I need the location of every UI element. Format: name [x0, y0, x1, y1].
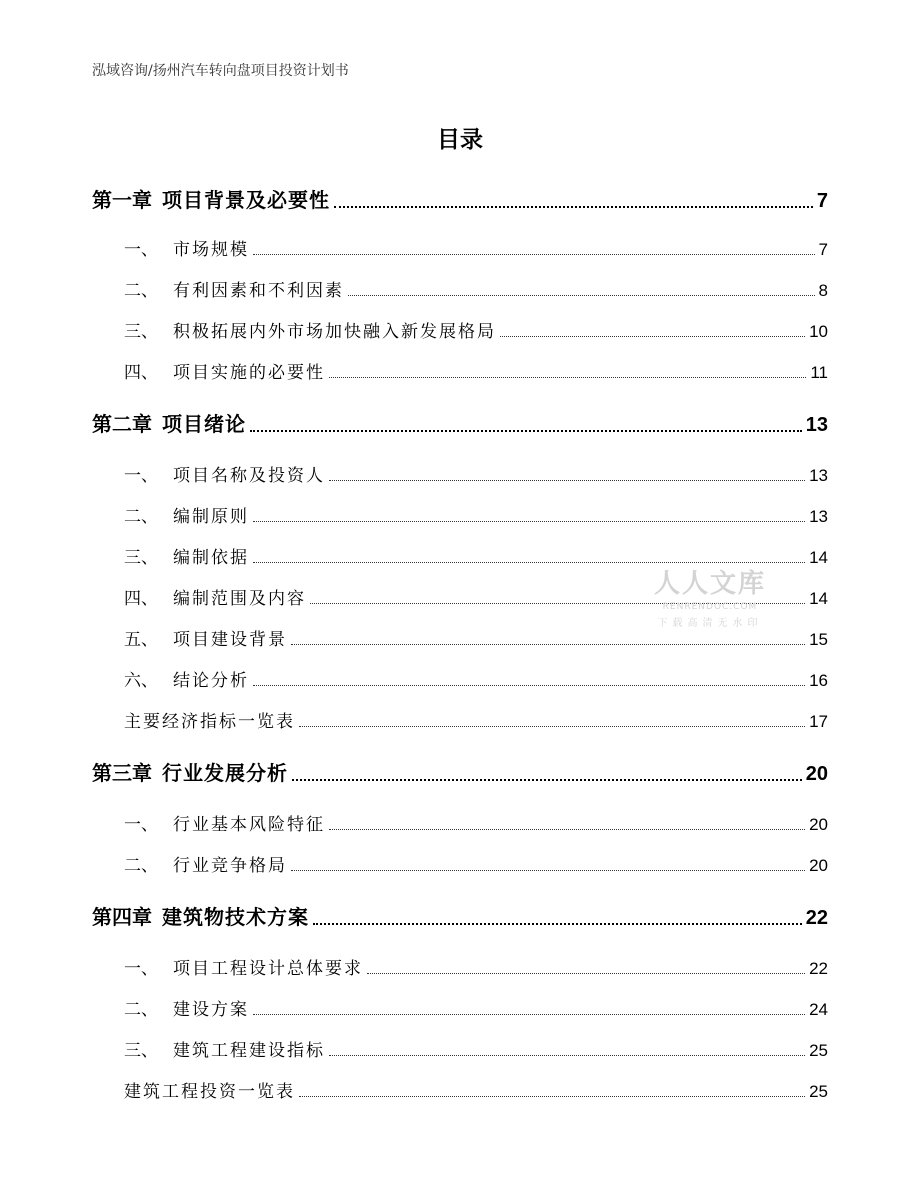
toc-page-number: 22	[805, 907, 828, 929]
toc-dot-leader	[299, 1096, 805, 1097]
toc-page-number: 10	[809, 322, 828, 341]
toc-entry-label: 一、	[124, 815, 158, 835]
toc-dot-leader	[253, 254, 815, 255]
toc-section-entry[interactable]	[124, 502, 828, 527]
toc-dot-leader	[329, 1055, 805, 1056]
toc-page-number: 14	[809, 589, 828, 608]
toc-section-entry[interactable]	[124, 317, 828, 342]
toc-dot-leader	[250, 430, 802, 432]
toc-section-entry[interactable]	[124, 666, 828, 691]
toc-section-entry[interactable]	[124, 461, 828, 486]
toc-page-number: 17	[809, 712, 828, 731]
toc-entry-title: 项目绪论	[162, 412, 246, 436]
toc-entry-title: 行业竞争格局	[173, 856, 287, 876]
toc-dot-leader	[299, 726, 805, 727]
toc-dot-leader	[253, 1014, 805, 1015]
toc-section-entry[interactable]	[124, 995, 828, 1020]
toc-section-entry[interactable]	[124, 954, 828, 979]
toc-entry-title: 项目工程设计总体要求	[173, 959, 363, 979]
toc-page-number: 20	[809, 815, 828, 834]
toc-page-number: 20	[809, 856, 828, 875]
toc-entry-label: 第一章	[92, 188, 152, 212]
toc-entry-title: 项目实施的必要性	[173, 363, 325, 383]
toc-section-entry[interactable]	[124, 358, 828, 383]
toc-page-number: 8	[818, 281, 828, 300]
toc-entry-title: 行业发展分析	[162, 761, 288, 785]
toc-dot-leader	[291, 644, 805, 645]
toc-dot-leader	[367, 973, 805, 974]
toc-entry-label: 第四章	[92, 905, 152, 929]
toc-dot-leader	[348, 295, 815, 296]
toc-entry-title: 建设方案	[173, 1000, 249, 1020]
toc-entry-label: 五、	[124, 630, 158, 650]
toc-dot-leader	[292, 779, 802, 781]
toc-entry-title: 主要经济指标一览表	[124, 712, 295, 732]
toc-entry-label: 二、	[124, 507, 158, 527]
toc-entry-label: 六、	[124, 671, 158, 691]
toc-entry-label: 三、	[124, 322, 158, 342]
toc-entry-title: 编制范围及内容	[173, 589, 306, 609]
toc-entry-title: 结论分析	[173, 671, 249, 691]
toc-entry-title: 项目背景及必要性	[162, 188, 330, 212]
toc-page-number: 24	[809, 1000, 828, 1019]
toc-page-number: 7	[816, 190, 828, 212]
toc-entry-title: 建筑物技术方案	[162, 905, 309, 929]
toc-dot-leader	[291, 870, 805, 871]
toc-entry-title: 编制原则	[173, 507, 249, 527]
toc-page-number: 25	[809, 1041, 828, 1060]
watermark-logo	[640, 563, 780, 629]
watermark-main-text: 人人文库	[653, 569, 766, 599]
toc-title: 目录	[437, 127, 483, 153]
toc-entry-label: 四、	[124, 363, 158, 383]
toc-entry-label: 第三章	[92, 761, 152, 785]
toc-dot-leader	[329, 829, 805, 830]
toc-section-entry[interactable]	[124, 1077, 828, 1102]
toc-dot-leader	[500, 336, 805, 337]
toc-section-entry[interactable]	[124, 276, 828, 301]
toc-entry-title: 项目建设背景	[173, 630, 287, 650]
toc-page-number: 14	[809, 548, 828, 567]
toc-entry-label: 一、	[124, 240, 158, 260]
toc-page-number: 13	[809, 466, 828, 485]
toc-dot-leader	[253, 521, 805, 522]
toc-entry-title: 建筑工程建设指标	[173, 1041, 325, 1061]
toc-entry-title: 项目名称及投资人	[173, 466, 325, 486]
toc-entry-label: 三、	[124, 548, 158, 568]
toc-entry-title: 编制依据	[173, 548, 249, 568]
toc-page-number: 13	[809, 507, 828, 526]
toc-section-entry[interactable]	[124, 235, 828, 260]
toc-section-entry[interactable]	[124, 1036, 828, 1061]
toc-dot-leader	[334, 206, 813, 208]
toc-section-entry[interactable]	[124, 707, 828, 732]
running-header: 泓域咨询/扬州汽车转向盘项目投资计划书	[92, 63, 349, 79]
toc-entry-title: 建筑工程投资一览表	[124, 1082, 295, 1102]
toc-entry-label: 一、	[124, 959, 158, 979]
watermark-subtext: 下载高清无水印	[657, 618, 763, 629]
watermark-url: RENRENDOC.COM	[662, 602, 758, 612]
toc-entry-title: 积极拓展内外市场加快融入新发展格局	[173, 322, 496, 342]
toc-entry-label: 第二章	[92, 412, 152, 436]
toc-entry-label: 三、	[124, 1041, 158, 1061]
toc-entry-title: 市场规模	[173, 240, 249, 260]
toc-page-number: 15	[809, 630, 828, 649]
toc-dot-leader	[253, 685, 805, 686]
toc-entry-label: 二、	[124, 856, 158, 876]
toc-page-number: 16	[809, 671, 828, 690]
toc-page-number: 22	[809, 959, 828, 978]
toc-page-number: 11	[810, 363, 828, 382]
toc-dot-leader	[329, 480, 805, 481]
toc-chapter-entry[interactable]	[92, 901, 828, 930]
toc-dot-leader	[329, 377, 806, 378]
toc-page-number: 20	[805, 763, 828, 785]
toc-entry-label: 二、	[124, 1000, 158, 1020]
toc-section-entry[interactable]	[124, 851, 828, 876]
toc-chapter-entry[interactable]	[92, 184, 828, 213]
toc-chapter-entry[interactable]	[92, 757, 828, 786]
toc-page-number: 13	[805, 414, 828, 436]
toc-entry-label: 一、	[124, 466, 158, 486]
toc-entry-title: 有利因素和不利因素	[173, 281, 344, 301]
toc-chapter-entry[interactable]	[92, 408, 828, 437]
toc-page-number: 7	[818, 240, 828, 259]
toc-dot-leader	[313, 923, 802, 925]
toc-page-number: 25	[809, 1082, 828, 1101]
toc-section-entry[interactable]	[124, 810, 828, 835]
toc-entry-title: 行业基本风险特征	[173, 815, 325, 835]
toc-entry-label: 二、	[124, 281, 158, 301]
toc-entry-label: 四、	[124, 589, 158, 609]
